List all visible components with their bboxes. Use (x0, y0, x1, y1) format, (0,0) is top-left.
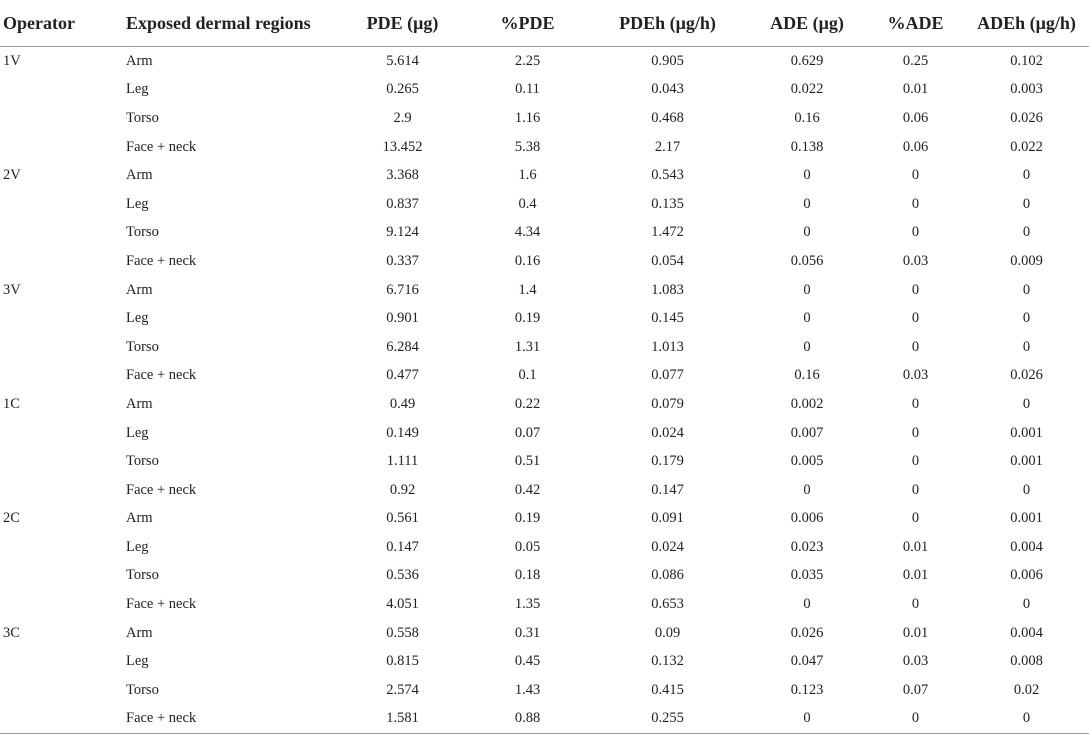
cell-pde: 0.147 (386, 538, 419, 555)
cell-adeh: 0 (1022, 395, 1031, 412)
table-row (0, 647, 1089, 676)
cell-pde: 0.265 (386, 81, 419, 98)
cell-operator (0, 562, 120, 591)
table-row (0, 190, 1089, 219)
cell-operator: 2C (3, 510, 20, 527)
cell-region: Arm (126, 281, 153, 298)
table-row (0, 476, 1089, 505)
cell-pde: 1.581 (338, 705, 467, 734)
cell-ade: 0.026 (790, 624, 824, 641)
cell-pdeh: 0.054 (651, 252, 684, 269)
cell-percent-ade: 0.03 (902, 252, 929, 269)
cell-percent-pde: 0.45 (514, 653, 541, 670)
cell-adeh: 0 (1022, 310, 1031, 327)
cell-region: Leg (126, 653, 149, 670)
cell-region: Face + neck (126, 367, 197, 384)
cell-adeh: 0.009 (1010, 252, 1043, 269)
cell-operator (0, 476, 120, 505)
cell-percent-ade: 0 (911, 195, 920, 212)
cell-ade: 0.16 (794, 367, 820, 384)
cell-adeh: 0 (1022, 338, 1031, 355)
cell-percent-pde: 1.16 (514, 109, 541, 126)
cell-ade: 0.16 (794, 109, 820, 126)
cell-operator (0, 647, 120, 676)
cell-pde: 3.368 (386, 167, 419, 184)
table-row (0, 419, 1089, 448)
cell-percent-pde: 2.25 (514, 52, 541, 69)
cell-adeh: 0.102 (1010, 52, 1043, 69)
cell-ade: 0.047 (790, 653, 824, 670)
cell-pdeh: 0.091 (651, 510, 684, 527)
cell-region: Torso (126, 224, 159, 241)
cell-pdeh: 0.543 (651, 167, 684, 184)
cell-pdeh: 2.17 (654, 138, 681, 155)
cell-region: Leg (126, 424, 149, 441)
cell-region: Arm (126, 167, 153, 184)
cell-ade: 0 (803, 195, 811, 212)
cell-region: Torso (126, 338, 159, 355)
cell-percent-pde: 0.4 (518, 195, 537, 212)
cell-adeh: 0.022 (1010, 138, 1043, 155)
cell-pdeh: 0.135 (651, 195, 684, 212)
table-row (0, 676, 1089, 705)
cell-adeh: 0.026 (1010, 367, 1043, 384)
cell-ade: 0.123 (790, 681, 824, 698)
cell-pde: 0.92 (389, 481, 416, 498)
cell-region: Torso (126, 567, 159, 584)
table-row (0, 447, 1089, 476)
table-row (0, 590, 1089, 619)
cell-adeh: 0.008 (1010, 653, 1043, 670)
cell-percent-pde: 0.16 (514, 252, 541, 269)
cell-percent-ade: 0 (911, 338, 920, 355)
cell-pde: 2.9 (393, 109, 412, 126)
cell-operator (0, 133, 120, 162)
cell-region: Face + neck (120, 705, 338, 734)
cell-ade: 0.629 (790, 52, 824, 69)
cell-percent-ade: 0 (911, 310, 920, 327)
cell-pde: 6.716 (386, 281, 419, 298)
table-header (0, 0, 1089, 47)
cell-percent-ade: 0.01 (902, 538, 929, 555)
header-exposed-dermal-regions: Exposed dermal regions (120, 0, 338, 47)
cell-percent-ade: 0 (867, 705, 964, 734)
table-row (0, 304, 1089, 333)
cell-operator (0, 76, 120, 105)
cell-percent-ade: 0.01 (902, 567, 929, 584)
cell-operator: 1C (3, 395, 20, 412)
cell-pdeh: 0.077 (651, 367, 684, 384)
cell-pde: 0.337 (386, 252, 419, 269)
cell-pde: 9.124 (386, 224, 419, 241)
cell-pdeh: 1.472 (651, 224, 684, 241)
cell-adeh: 0 (1022, 224, 1031, 241)
cell-pde: 4.051 (386, 596, 419, 613)
cell-ade: 0 (803, 167, 811, 184)
cell-pdeh: 1.083 (651, 281, 684, 298)
table-row (0, 247, 1089, 276)
cell-adeh: 0 (1022, 281, 1031, 298)
cell-pdeh: 0.147 (651, 481, 684, 498)
cell-pde: 0.901 (386, 310, 419, 327)
cell-region: Arm (126, 510, 153, 527)
cell-adeh: 0.001 (1010, 453, 1043, 470)
cell-pdeh: 0.09 (654, 624, 681, 641)
cell-pdeh: 0.079 (651, 395, 684, 412)
cell-operator (0, 362, 120, 391)
cell-region: Leg (126, 195, 149, 212)
cell-pde: 0.149 (386, 424, 419, 441)
cell-percent-pde: 0.51 (514, 453, 541, 470)
cell-pde: 0.815 (386, 653, 419, 670)
cell-adeh: 0.001 (1010, 510, 1043, 527)
cell-percent-pde: 1.4 (518, 281, 537, 298)
cell-pdeh: 0.905 (651, 52, 684, 69)
cell-percent-pde: 4.34 (514, 224, 541, 241)
table-body (0, 47, 1089, 734)
header-pdeh: PDEh (μg/h) (588, 0, 747, 47)
cell-ade: 0.022 (790, 81, 824, 98)
cell-region: Torso (126, 453, 159, 470)
cell-pde: 0.558 (386, 624, 419, 641)
cell-ade: 0.002 (790, 395, 824, 412)
cell-pde: 0.477 (386, 367, 419, 384)
cell-operator (0, 304, 120, 333)
cell-percent-pde: 0.19 (514, 310, 541, 327)
cell-operator (0, 447, 120, 476)
cell-percent-pde: 1.6 (518, 167, 537, 184)
cell-percent-pde: 0.11 (515, 81, 540, 98)
cell-percent-ade: 0 (911, 281, 920, 298)
table-row (0, 390, 1089, 419)
cell-percent-pde: 0.42 (514, 481, 541, 498)
cell-ade: 0.056 (790, 252, 824, 269)
cell-percent-ade: 0.03 (902, 367, 929, 384)
table-row (0, 219, 1089, 248)
cell-pde: 0.561 (386, 510, 419, 527)
table-row (0, 619, 1089, 648)
header-row (0, 0, 1089, 47)
header-adeh: ADEh (μg/h) (964, 0, 1089, 47)
cell-percent-pde: 0.05 (514, 538, 541, 555)
cell-pde: 0.536 (386, 567, 419, 584)
cell-pdeh: 0.179 (651, 453, 684, 470)
cell-ade: 0 (803, 596, 811, 613)
cell-pde: 1.111 (386, 453, 419, 470)
cell-operator: 2V (3, 167, 21, 184)
cell-pde: 0.49 (389, 395, 416, 412)
cell-ade: 0 (803, 338, 811, 355)
cell-percent-pde: 0.1 (518, 367, 537, 384)
cell-pde: 6.284 (386, 338, 419, 355)
cell-adeh: 0.004 (1010, 538, 1043, 555)
cell-pdeh: 0.653 (651, 596, 684, 613)
cell-ade: 0 (803, 281, 811, 298)
table-row (0, 362, 1089, 391)
cell-pde: 13.452 (382, 138, 423, 155)
header-percent-ade: %ADE (867, 0, 964, 47)
cell-operator (0, 104, 120, 133)
cell-percent-ade: 0 (911, 481, 920, 498)
header-ade: ADE (μg) (747, 0, 867, 47)
cell-pdeh: 0.145 (651, 310, 684, 327)
cell-percent-pde: 1.43 (514, 681, 541, 698)
cell-operator (0, 333, 120, 362)
table-row (0, 533, 1089, 562)
cell-operator (0, 705, 120, 734)
cell-region: Leg (126, 81, 149, 98)
table-row (0, 562, 1089, 591)
cell-adeh: 0.004 (1010, 624, 1043, 641)
cell-region: Torso (126, 109, 159, 126)
cell-adeh: 0.001 (1010, 424, 1043, 441)
cell-percent-pde: 0.88 (467, 705, 588, 734)
cell-region: Arm (126, 52, 153, 69)
cell-operator (0, 247, 120, 276)
cell-region: Face + neck (126, 481, 197, 498)
cell-adeh: 0 (1022, 167, 1031, 184)
cell-region: Face + neck (126, 252, 197, 269)
cell-percent-ade: 0 (911, 167, 920, 184)
cell-adeh: 0 (1022, 481, 1031, 498)
table-row (0, 47, 1089, 76)
cell-ade: 0.007 (790, 424, 824, 441)
cell-region: Torso (126, 681, 159, 698)
cell-operator (0, 590, 120, 619)
cell-pde: 0.837 (386, 195, 419, 212)
cell-ade: 0 (803, 481, 811, 498)
cell-percent-pde: 1.35 (514, 596, 541, 613)
cell-operator (0, 219, 120, 248)
table-row (0, 705, 1089, 734)
cell-pdeh: 0.024 (651, 424, 684, 441)
cell-operator (0, 533, 120, 562)
cell-adeh: 0 (964, 705, 1089, 734)
table-row (0, 276, 1089, 305)
cell-percent-pde: 0.18 (514, 567, 541, 584)
cell-pdeh: 0.415 (651, 681, 684, 698)
cell-adeh: 0.02 (1013, 681, 1040, 698)
cell-percent-ade: 0 (911, 596, 920, 613)
cell-region: Face + neck (126, 138, 197, 155)
cell-percent-ade: 0 (911, 224, 920, 241)
cell-percent-pde: 0.07 (514, 424, 541, 441)
cell-operator: 3V (3, 281, 21, 298)
cell-percent-ade: 0.03 (902, 653, 929, 670)
cell-ade: 0.005 (790, 453, 824, 470)
cell-pdeh: 0.132 (651, 653, 684, 670)
cell-operator (0, 190, 120, 219)
header-pde: PDE (μg) (338, 0, 467, 47)
cell-percent-ade: 0 (911, 424, 920, 441)
cell-operator: 3C (3, 624, 20, 641)
table-row (0, 333, 1089, 362)
cell-ade: 0.035 (790, 567, 824, 584)
header-operator: Operator (0, 0, 120, 47)
cell-adeh: 0.003 (1010, 81, 1043, 98)
cell-ade: 0 (747, 705, 867, 734)
cell-pde: 5.614 (386, 52, 419, 69)
cell-pdeh: 1.013 (651, 338, 684, 355)
cell-percent-pde: 0.31 (514, 624, 541, 641)
cell-ade: 0.006 (790, 510, 824, 527)
cell-percent-ade: 0.01 (902, 81, 929, 98)
cell-pdeh: 0.086 (651, 567, 684, 584)
cell-pdeh: 0.043 (651, 81, 684, 98)
cell-percent-pde: 1.31 (514, 338, 541, 355)
cell-pdeh: 0.255 (588, 705, 747, 734)
cell-adeh: 0 (1022, 596, 1031, 613)
cell-pdeh: 0.024 (651, 538, 684, 555)
cell-ade: 0.023 (790, 538, 824, 555)
cell-percent-pde: 0.19 (514, 510, 541, 527)
cell-region: Face + neck (126, 596, 197, 613)
cell-percent-ade: 0 (911, 395, 920, 412)
table-row (0, 76, 1089, 105)
cell-percent-ade: 0.06 (902, 109, 929, 126)
cell-percent-ade: 0.25 (902, 52, 929, 69)
cell-percent-ade: 0.01 (902, 624, 929, 641)
cell-adeh: 0.026 (1010, 109, 1043, 126)
table-row (0, 505, 1089, 534)
cell-percent-pde: 5.38 (514, 138, 541, 155)
header-percent-pde: %PDE (467, 0, 588, 47)
table-row (0, 133, 1089, 162)
cell-adeh: 0.006 (1010, 567, 1043, 584)
cell-percent-ade: 0.07 (902, 681, 929, 698)
cell-adeh: 0 (1022, 195, 1031, 212)
cell-ade: 0 (803, 224, 811, 241)
table-row (0, 104, 1089, 133)
table-row (0, 161, 1089, 190)
cell-percent-ade: 0 (911, 510, 920, 527)
cell-region: Arm (126, 624, 153, 641)
cell-operator (0, 419, 120, 448)
cell-percent-ade: 0 (911, 453, 920, 470)
cell-pde: 2.574 (386, 681, 419, 698)
cell-region: Arm (126, 395, 153, 412)
cell-ade: 0 (803, 310, 811, 327)
cell-operator: 1V (3, 52, 21, 69)
cell-percent-ade: 0.06 (902, 138, 929, 155)
cell-ade: 0.138 (790, 138, 824, 155)
cell-region: Leg (126, 538, 149, 555)
cell-region: Leg (126, 310, 149, 327)
cell-percent-pde: 0.22 (514, 395, 541, 412)
cell-operator (0, 676, 120, 705)
cell-pdeh: 0.468 (651, 109, 684, 126)
